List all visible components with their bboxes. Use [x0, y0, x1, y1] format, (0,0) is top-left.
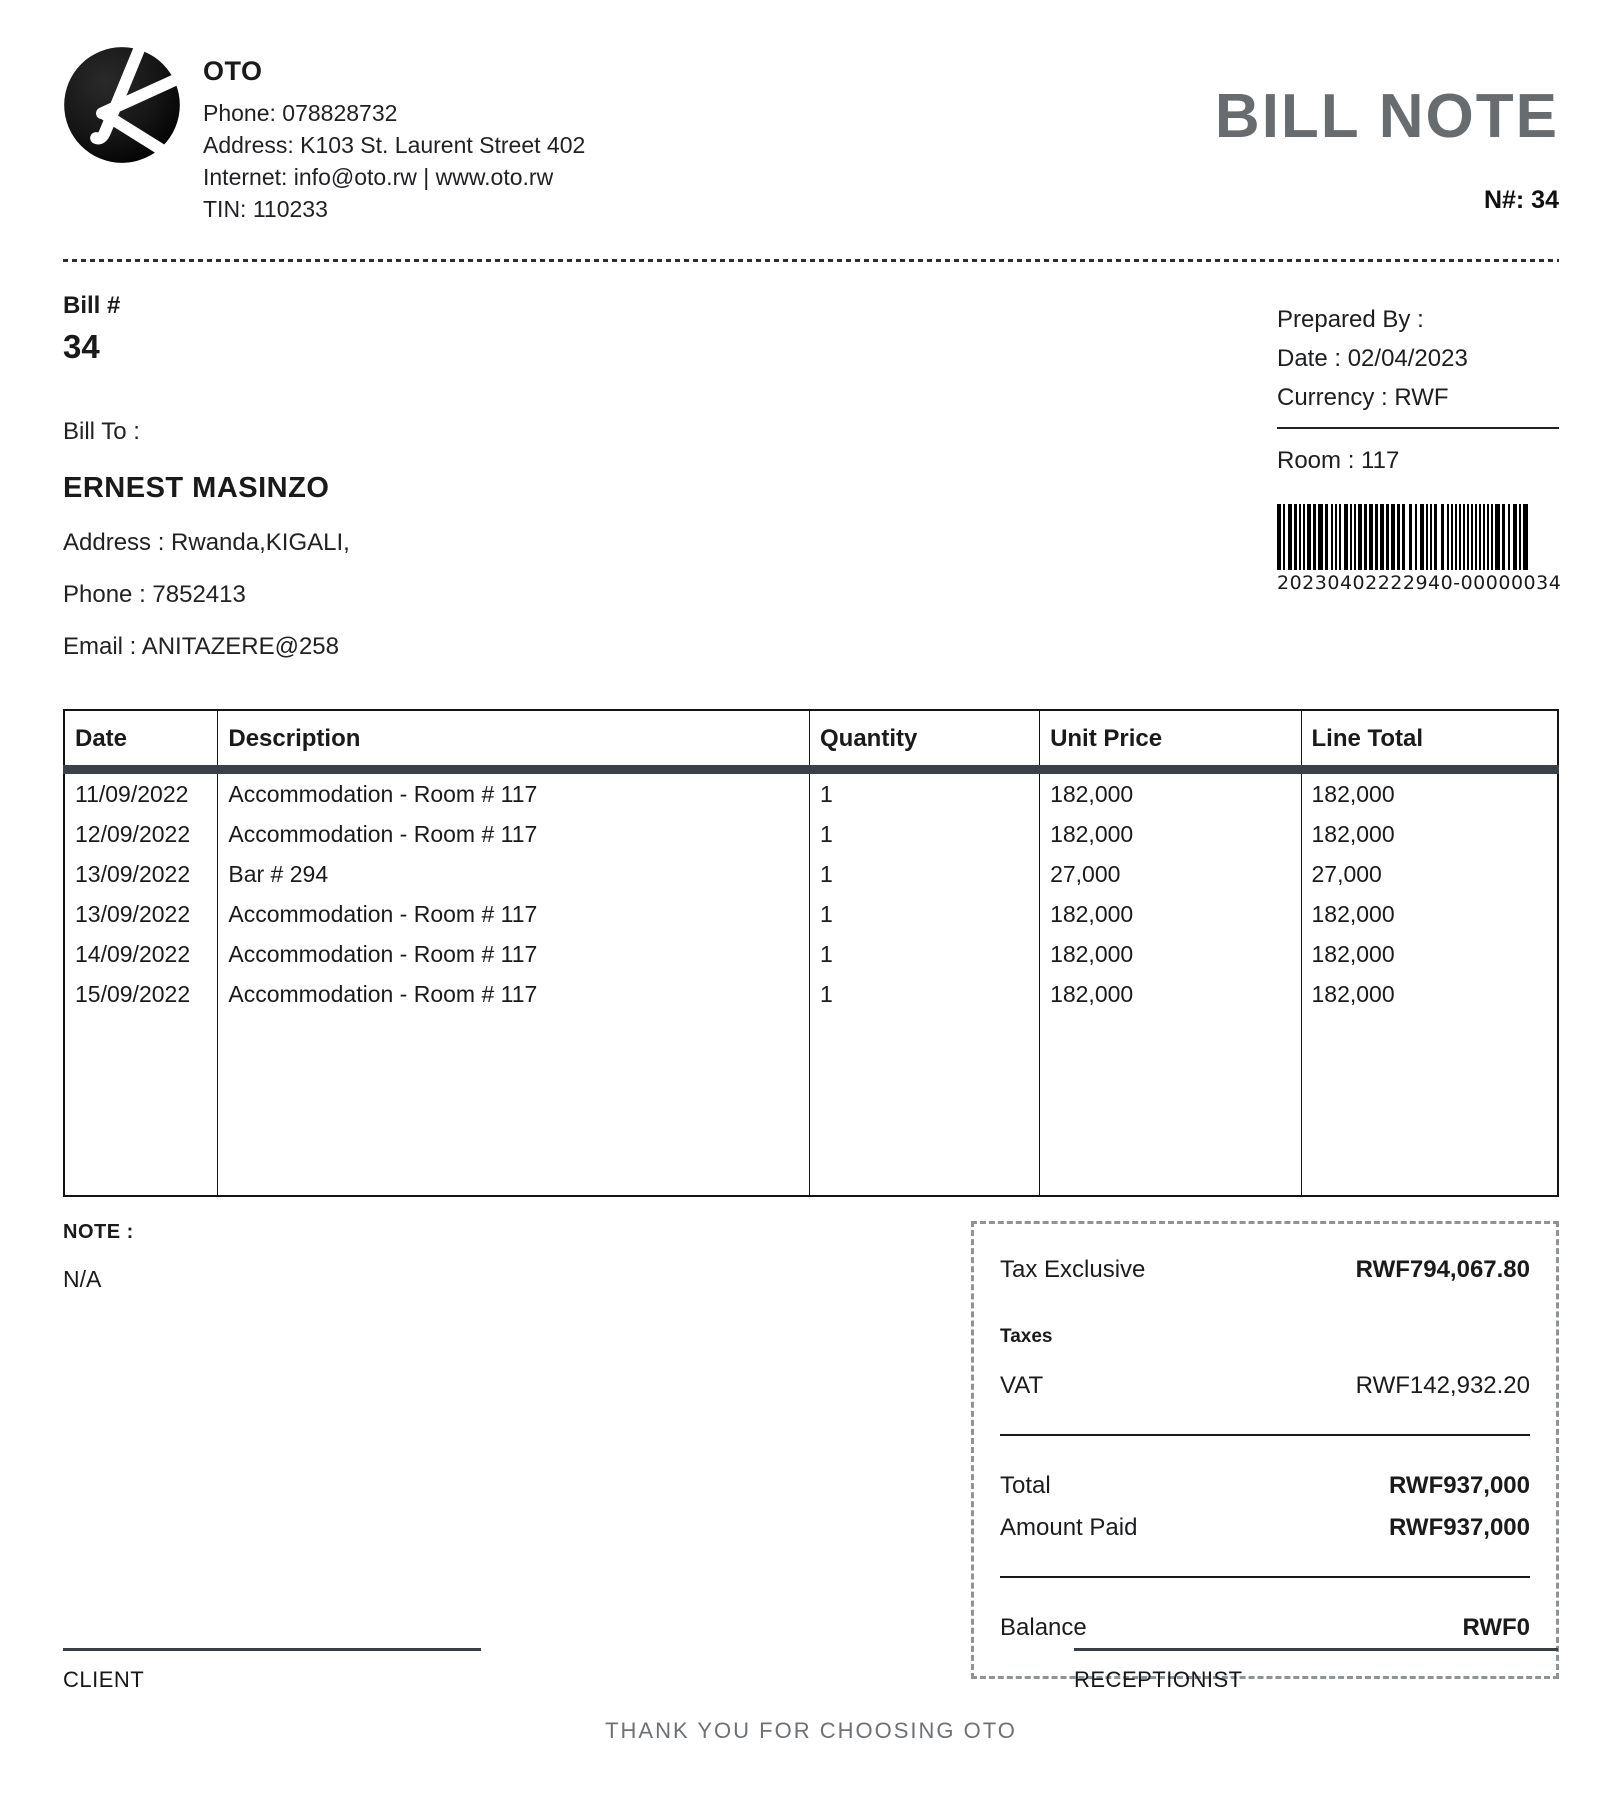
company-internet: Internet: info@oto.rw | www.oto.rw	[203, 164, 554, 190]
table-row	[64, 770, 1558, 815]
table-cell: 13/09/2022	[75, 861, 191, 887]
tax-exclusive-value: RWF794,067.80	[1355, 1256, 1530, 1283]
balance-label: Balance	[1000, 1614, 1087, 1641]
bill-to-block	[63, 292, 350, 661]
table-cell: 1	[810, 974, 1040, 1014]
company-logo-icon	[63, 46, 181, 164]
table-empty-cell	[1040, 1014, 1301, 1196]
amount-paid-row	[1000, 1514, 1530, 1542]
barcode-bars-icon	[1277, 504, 1539, 570]
signatures-section	[63, 1648, 1558, 1693]
table-cell: 182,000	[1040, 814, 1301, 854]
table-row	[64, 854, 1558, 894]
table-cell: 13/09/2022	[75, 901, 191, 927]
table-cell: Accommodation - Room # 117	[218, 814, 810, 854]
company-address: Address: K103 St. Laurent Street 402	[203, 132, 586, 158]
document-number: N#: 34	[1483, 186, 1559, 214]
note-value: N/A	[63, 1266, 102, 1292]
table-row	[64, 934, 1558, 974]
bill-info-section	[63, 292, 1562, 661]
header	[63, 46, 1559, 225]
dashed-separator	[63, 259, 1559, 262]
client-signature-label: CLIENT	[63, 1667, 145, 1692]
table-empty-cell	[218, 1014, 810, 1196]
total-row	[1000, 1472, 1530, 1500]
company-info	[203, 46, 585, 225]
bill-number-value: 34	[63, 328, 100, 365]
table-cell: 1	[810, 894, 1040, 934]
prepared-by: Prepared By :	[1277, 306, 1424, 333]
line-items-table	[63, 709, 1559, 1197]
table-cell: 1	[810, 770, 1040, 815]
table-cell: Accommodation - Room # 117	[218, 894, 810, 934]
receptionist-signature-label: RECEPTIONIST	[1074, 1667, 1243, 1692]
table-cell: 11/09/2022	[75, 781, 189, 807]
column-header-date: Date	[64, 710, 218, 770]
table-empty-row	[64, 1014, 1558, 1196]
table-empty-cell	[1301, 1014, 1558, 1196]
company-name: OTO	[203, 56, 263, 86]
table-cell: 15/09/2022	[75, 981, 191, 1007]
totals-divider-1	[1000, 1434, 1530, 1436]
table-cell: 27,000	[1040, 854, 1301, 894]
company-tin: TIN: 110233	[203, 196, 328, 222]
table-body	[64, 770, 1558, 1197]
bill-date: Date : 02/04/2023	[1277, 345, 1468, 372]
meta-divider	[1277, 427, 1559, 429]
table-header	[64, 710, 1558, 770]
table-cell: 1	[810, 854, 1040, 894]
vat-row	[1000, 1372, 1530, 1400]
table-row	[64, 814, 1558, 854]
receptionist-signature-line	[1074, 1648, 1558, 1651]
column-header-unit-price: Unit Price	[1040, 710, 1301, 770]
vat-value: RWF142,932.20	[1355, 1372, 1530, 1399]
table-cell: Bar # 294	[218, 854, 810, 894]
table-empty-cell	[810, 1014, 1040, 1196]
table-row	[64, 894, 1558, 934]
document-title: BILL NOTE	[1214, 82, 1559, 151]
tax-exclusive-label: Tax Exclusive	[1000, 1256, 1146, 1283]
barcode-bar	[1523, 504, 1528, 570]
total-value: RWF937,000	[1389, 1472, 1530, 1499]
bill-currency: Currency : RWF	[1277, 384, 1449, 411]
table-header-row	[64, 710, 1558, 770]
table-cell: 182,000	[1301, 814, 1558, 854]
table-cell: 182,000	[1301, 894, 1558, 934]
barcode-text: 20230402222940-00000034	[1277, 572, 1562, 594]
tax-exclusive-row	[1000, 1256, 1530, 1284]
receptionist-signature-block	[1074, 1648, 1558, 1693]
table-cell: Accommodation - Room # 117	[218, 770, 810, 815]
bill-number-label: Bill #	[63, 292, 121, 319]
brand-block	[63, 46, 585, 225]
total-label: Total	[1000, 1472, 1051, 1499]
column-header-line-total: Line Total	[1301, 710, 1558, 770]
vat-label: VAT	[1000, 1372, 1044, 1399]
table-cell: 182,000	[1301, 974, 1558, 1014]
table-cell: 182,000	[1301, 770, 1558, 815]
table-cell: 27,000	[1301, 854, 1558, 894]
table-cell: 182,000	[1040, 974, 1301, 1014]
column-header-quantity: Quantity	[810, 710, 1040, 770]
client-signature-block	[63, 1648, 481, 1693]
client-address: Address : Rwanda,KIGALI,	[63, 529, 350, 556]
table-cell: 1	[810, 814, 1040, 854]
footer-thank-you: THANK YOU FOR CHOOSING OTO	[605, 1718, 1017, 1743]
table-cell: 1	[810, 934, 1040, 974]
note-label: NOTE :	[63, 1221, 134, 1243]
table-cell: 182,000	[1301, 934, 1558, 974]
summary-section	[63, 1221, 1559, 1679]
note-block	[63, 1221, 134, 1293]
company-phone: Phone: 078828732	[203, 100, 398, 126]
amount-paid-label: Amount Paid	[1000, 1514, 1138, 1541]
barcode	[1277, 504, 1562, 594]
document-heading	[1215, 46, 1559, 215]
taxes-label: Taxes	[1000, 1326, 1053, 1347]
bill-meta-block	[1277, 292, 1562, 661]
balance-value: RWF0	[1462, 1614, 1530, 1641]
totals-box	[971, 1221, 1559, 1679]
amount-paid-value: RWF937,000	[1389, 1514, 1530, 1541]
client-signature-line	[63, 1648, 481, 1651]
table-cell: Accommodation - Room # 117	[218, 974, 810, 1014]
bill-to-label: Bill To :	[63, 418, 140, 445]
table-row	[64, 974, 1558, 1014]
room-number: Room : 117	[1277, 447, 1400, 474]
client-phone: Phone : 7852413	[63, 581, 246, 608]
table-cell: 12/09/2022	[75, 821, 191, 847]
client-name: ERNEST MASINZO	[63, 472, 330, 504]
balance-row	[1000, 1614, 1530, 1642]
table-empty-cell	[64, 1014, 218, 1196]
footer	[0, 1718, 1622, 1744]
column-header-description: Description	[218, 710, 810, 770]
table-cell: 182,000	[1040, 894, 1301, 934]
table-cell: 182,000	[1040, 770, 1301, 815]
table-cell: Accommodation - Room # 117	[218, 934, 810, 974]
table-cell: 14/09/2022	[75, 941, 191, 967]
client-email: Email : ANITAZERE@258	[63, 633, 339, 660]
totals-divider-2	[1000, 1576, 1530, 1578]
table-cell: 182,000	[1040, 934, 1301, 974]
